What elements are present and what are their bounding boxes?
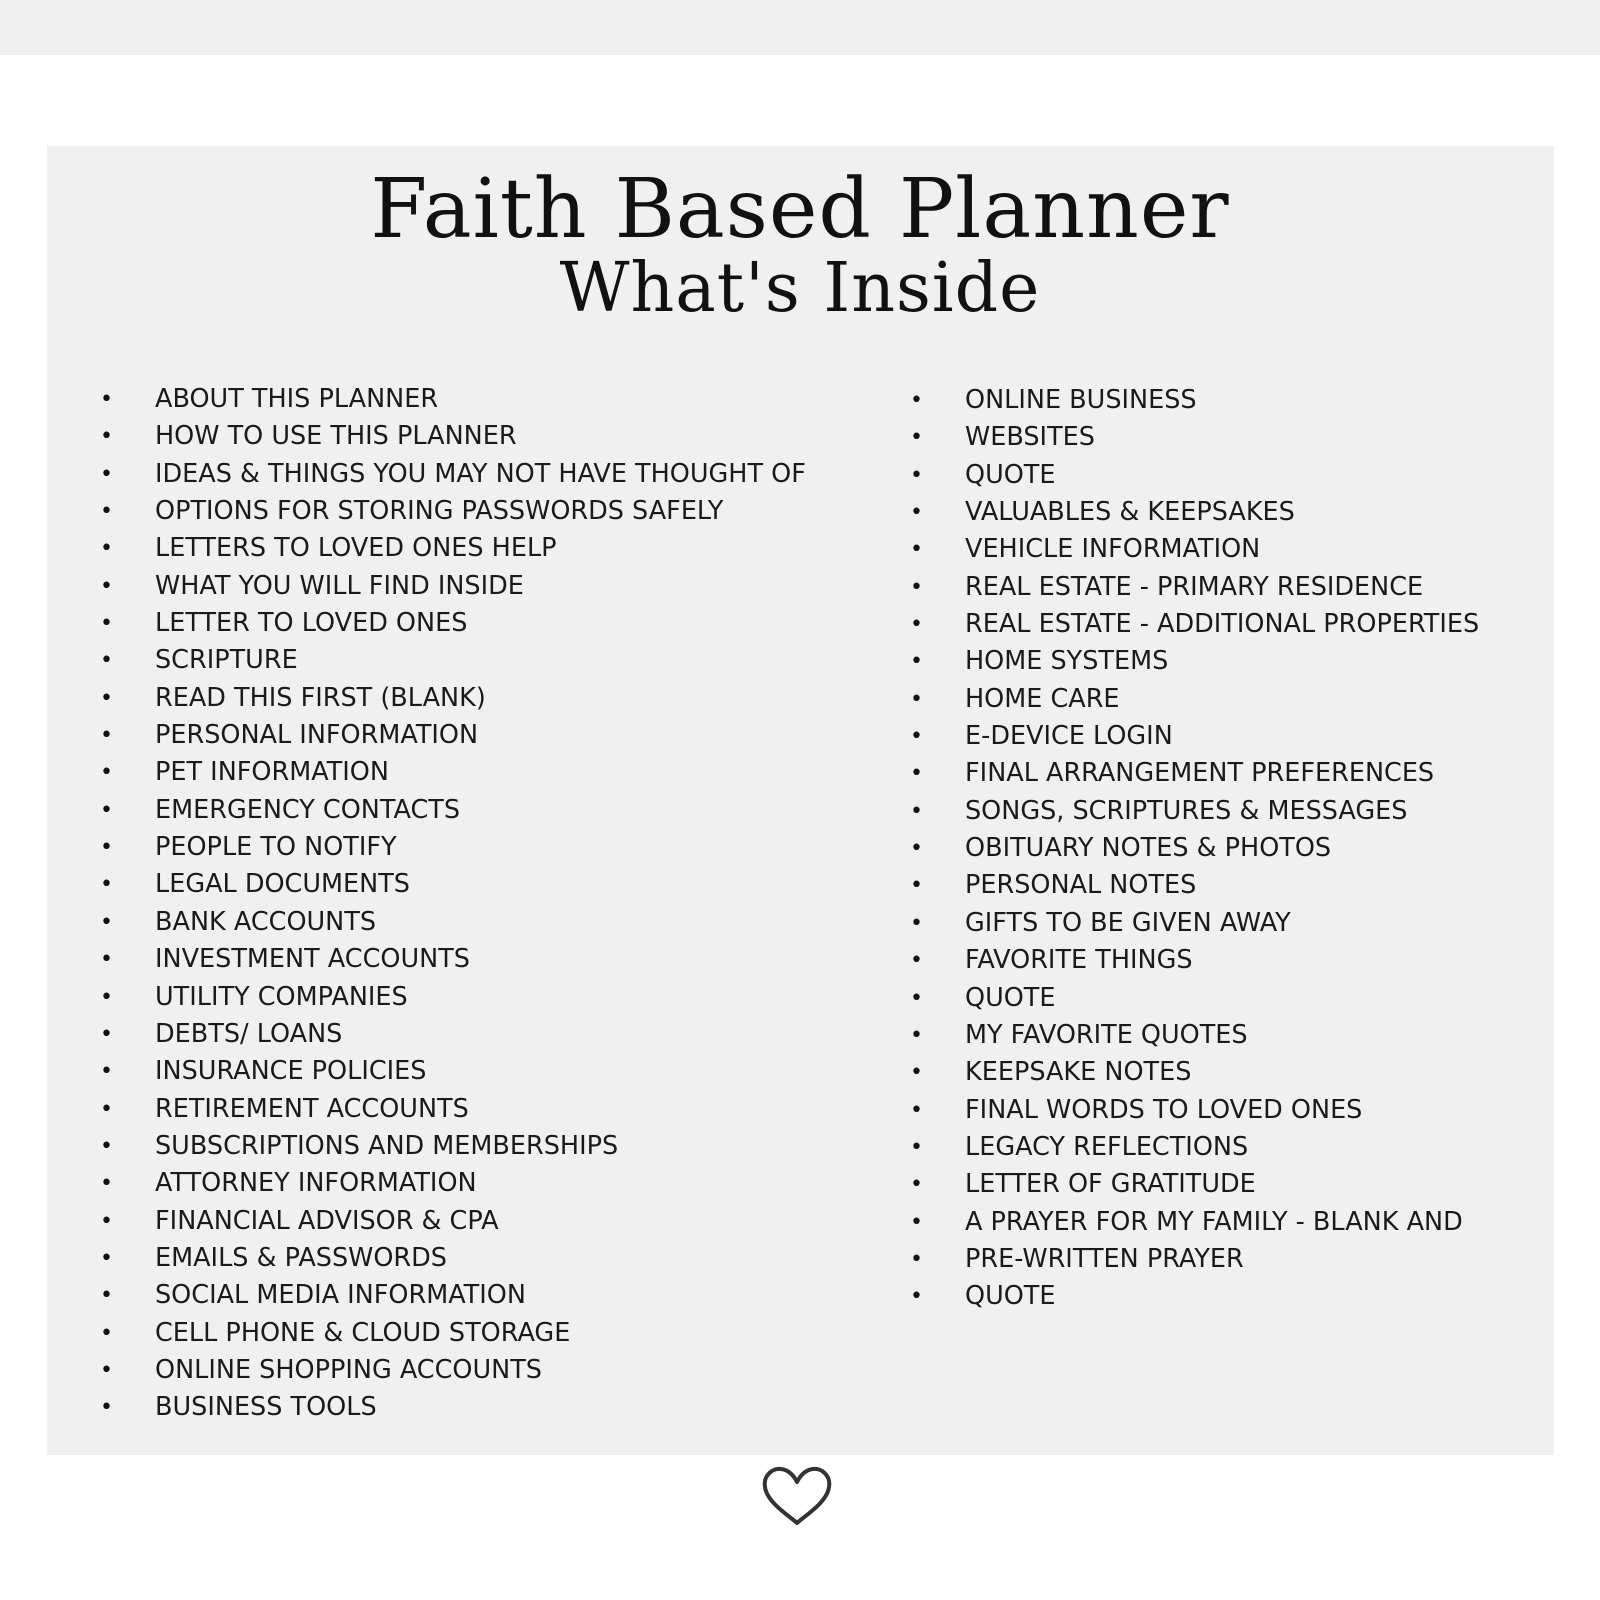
contents-list-item: [910, 419, 1550, 456]
bullet: •: [910, 761, 923, 787]
bullet: •: [910, 1246, 923, 1272]
bullet: •: [100, 909, 113, 935]
contents-list-item: [910, 755, 1550, 792]
contents-item-label: ONLINE BUSINESS: [965, 385, 1197, 415]
contents-item-label: BANK ACCOUNTS: [155, 906, 377, 937]
bullet: •: [100, 947, 113, 973]
contents-item-label: VEHICLE INFORMATION: [965, 534, 1261, 565]
contents-item-label: OBITUARY NOTES & PHOTOS: [965, 833, 1332, 864]
contents-list-item: [910, 1129, 1550, 1166]
contents-list-item: [100, 1389, 860, 1426]
bullet: •: [100, 685, 113, 711]
bullet: •: [910, 1134, 923, 1160]
bullet: •: [100, 1283, 113, 1309]
contents-item-label: EMERGENCY CONTACTS: [155, 794, 461, 825]
contents-list-item: [910, 606, 1550, 643]
heart-outline-path: [765, 1469, 830, 1523]
contents-list-item: [100, 792, 860, 829]
contents-item-label: WEBSITES: [965, 422, 1095, 453]
contents-list-item: [100, 1091, 860, 1128]
contents-list-item: [100, 904, 860, 941]
bullet: •: [910, 910, 923, 936]
bullet: •: [100, 1059, 113, 1085]
contents-list-item: [910, 1017, 1550, 1054]
contents-list-item: [100, 1315, 860, 1352]
contents-list-item: [910, 681, 1550, 718]
contents-item-label: PERSONAL INFORMATION: [155, 720, 479, 751]
bullet: •: [100, 1021, 113, 1047]
contents-item-label: BUSINESS TOOLS: [155, 1392, 377, 1423]
bullet: •: [910, 388, 923, 413]
contents-list-item: [910, 942, 1550, 979]
contents-list-item: [910, 569, 1550, 606]
contents-list-item: [100, 605, 860, 642]
bullet: •: [910, 1060, 923, 1086]
contents-item-label: ATTORNEY INFORMATION: [155, 1168, 477, 1199]
bullet: •: [910, 724, 923, 750]
contents-list-item: [100, 1352, 860, 1389]
contents-item-label: SONGS, SCRIPTURES & MESSAGES: [965, 795, 1408, 826]
contents-list-item: [100, 1203, 860, 1240]
contents-item-label: MY FAVORITE QUOTES: [965, 1019, 1248, 1050]
contents-item-label: VALUABLES & KEEPSAKES: [965, 497, 1295, 528]
contents-item-label: PEOPLE TO NOTIFY: [155, 832, 397, 863]
contents-item-label: PRE-WRITTEN PRAYER: [965, 1243, 1244, 1274]
contents-list-item: [910, 1054, 1550, 1091]
contents-list-item: [100, 866, 860, 903]
contents-item-label: LETTER TO LOVED ONES: [155, 608, 468, 639]
page-title: Faith Based Planner: [370, 162, 1230, 257]
contents-list-item: [100, 829, 860, 866]
bullet: •: [910, 500, 923, 526]
bullet: •: [910, 1022, 923, 1048]
bullet: •: [100, 1171, 113, 1197]
contents-list-item: [910, 867, 1550, 904]
bullet: •: [910, 798, 923, 824]
contents-list-item: [100, 381, 860, 418]
contents-item-label: PERSONAL NOTES: [965, 870, 1197, 901]
bullet: •: [100, 573, 113, 599]
bullet: •: [100, 499, 113, 525]
contents-list-item: [910, 494, 1550, 531]
contents-item-label: DEBTS/ LOANS: [155, 1018, 343, 1049]
bullet: •: [910, 649, 923, 675]
contents-item-label: SOCIAL MEDIA INFORMATION: [155, 1280, 526, 1311]
contents-list-item: [100, 1128, 860, 1165]
contents-item-label: QUOTE: [965, 459, 1056, 490]
contents-list-item: [910, 643, 1550, 680]
bullet: •: [100, 835, 113, 861]
contents-list-item: [100, 568, 860, 605]
contents-list-item: [910, 830, 1550, 867]
bullet: •: [100, 387, 113, 412]
contents-item-label: FINAL ARRANGEMENT PREFERENCES: [965, 758, 1435, 789]
contents-item-label: LETTER OF GRATITUDE: [965, 1169, 1256, 1200]
contents-list-item: [100, 979, 860, 1016]
contents-list-item: [100, 1016, 860, 1053]
bullet: •: [910, 425, 923, 451]
contents-list-item: [100, 754, 860, 791]
bullet: •: [910, 462, 923, 488]
bullet: •: [910, 686, 923, 712]
contents-item-label: HOW TO USE THIS PLANNER: [155, 421, 517, 452]
contents-item-label: SUBSCRIPTIONS AND MEMBERSHIPS: [155, 1130, 619, 1161]
bullet: •: [910, 537, 923, 563]
contents-item-label: LEGAL DOCUMENTS: [155, 869, 410, 900]
contents-list-item: [100, 1165, 860, 1202]
bullet: •: [100, 1357, 113, 1383]
contents-list-item: [910, 793, 1550, 830]
bullet: •: [100, 648, 113, 674]
contents-list-item: [910, 382, 1550, 419]
heart-outline-icon: [761, 1465, 833, 1527]
contents-item-label: REAL ESTATE - ADDITIONAL PROPERTIES: [965, 609, 1480, 640]
contents-item-label: KEEPSAKE NOTES: [965, 1057, 1192, 1088]
contents-list-item: [910, 457, 1550, 494]
contents-list-item: [100, 1240, 860, 1277]
bullet: •: [910, 612, 923, 638]
contents-list-item: [100, 456, 860, 493]
contents-item-label: ABOUT THIS PLANNER: [155, 384, 439, 414]
bullet: •: [100, 872, 113, 898]
contents-item-label: RETIREMENT ACCOUNTS: [155, 1093, 469, 1124]
bullet: •: [910, 985, 923, 1011]
contents-list-item: [910, 1092, 1550, 1129]
bullet: •: [100, 424, 113, 450]
contents-list-item: [100, 1053, 860, 1090]
bullet: •: [100, 536, 113, 562]
contents-item-label: UTILITY COMPANIES: [155, 981, 408, 1012]
contents-list-right: [910, 382, 1550, 1316]
bullet: •: [100, 1320, 113, 1346]
contents-list-item: [100, 642, 860, 679]
top-strip: [0, 0, 1600, 55]
bullet: •: [910, 1172, 923, 1198]
contents-item-label: CELL PHONE & CLOUD STORAGE: [155, 1317, 571, 1348]
bullet: •: [910, 1209, 923, 1235]
contents-item-label: FINAL WORDS TO LOVED ONES: [965, 1094, 1363, 1125]
contents-item-label: FINANCIAL ADVISOR & CPA: [155, 1205, 499, 1236]
bullet: •: [100, 760, 113, 786]
contents-item-label: E-DEVICE LOGIN: [965, 721, 1173, 752]
contents-item-label: A PRAYER FOR MY FAMILY - BLANK AND: [965, 1206, 1463, 1237]
contents-item-label: REAL ESTATE - PRIMARY RESIDENCE: [965, 571, 1424, 602]
contents-item-label: QUOTE: [965, 982, 1056, 1013]
contents-item-label: LEGACY REFLECTIONS: [965, 1131, 1249, 1162]
contents-item-label: INSURANCE POLICIES: [155, 1056, 427, 1087]
bullet: •: [100, 461, 113, 487]
bullet: •: [910, 574, 923, 600]
contents-list-item: [910, 531, 1550, 568]
contents-list-item: [100, 717, 860, 754]
bullet: •: [100, 1133, 113, 1159]
contents-item-label: HOME SYSTEMS: [965, 646, 1169, 677]
bullet: •: [100, 1245, 113, 1271]
contents-item-label: EMAILS & PASSWORDS: [155, 1242, 447, 1273]
contents-list-item: [910, 1241, 1550, 1278]
bullet: •: [910, 1284, 923, 1310]
contents-item-label: READ THIS FIRST (BLANK): [155, 682, 486, 713]
contents-list-item: [910, 980, 1550, 1017]
contents-list-item: [100, 680, 860, 717]
contents-item-label: GIFTS TO BE GIVEN AWAY: [965, 907, 1291, 938]
contents-list-item: [100, 1277, 860, 1314]
contents-list-item: [910, 905, 1550, 942]
contents-list-item: [100, 530, 860, 567]
contents-item-label: INVESTMENT ACCOUNTS: [155, 944, 470, 975]
bullet: •: [910, 873, 923, 899]
contents-list-item: [910, 1166, 1550, 1203]
contents-list-item: [100, 941, 860, 978]
bullet: •: [910, 1097, 923, 1123]
contents-item-label: LETTERS TO LOVED ONES HELP: [155, 533, 557, 564]
bullet: •: [100, 984, 113, 1010]
contents-list-item: [100, 493, 860, 530]
contents-list-item: [910, 1204, 1550, 1241]
bullet: •: [100, 797, 113, 823]
bullet: •: [100, 1208, 113, 1234]
contents-item-label: SCRIPTURE: [155, 645, 298, 676]
bullet: •: [100, 1395, 113, 1421]
bullet: •: [100, 611, 113, 637]
contents-item-label: HOME CARE: [965, 683, 1120, 714]
contents-item-label: ONLINE SHOPPING ACCOUNTS: [155, 1354, 542, 1385]
contents-list-item: [910, 718, 1550, 755]
contents-list-item: [910, 1278, 1550, 1315]
bullet: •: [100, 1096, 113, 1122]
contents-item-label: WHAT YOU WILL FIND INSIDE: [155, 570, 524, 601]
contents-item-label: OPTIONS FOR STORING PASSWORDS SAFELY: [155, 496, 724, 527]
contents-item-label: IDEAS & THINGS YOU MAY NOT HAVE THOUGHT OF: [155, 458, 806, 489]
bullet: •: [910, 836, 923, 862]
contents-item-label: PET INFORMATION: [155, 757, 389, 788]
contents-item-label: FAVORITE THINGS: [965, 945, 1193, 976]
contents-list-left: [100, 381, 860, 1427]
bullet: •: [910, 948, 923, 974]
page-subtitle: What's Inside: [559, 249, 1041, 328]
contents-list-item: [100, 418, 860, 455]
contents-item-label: QUOTE: [965, 1281, 1056, 1312]
bullet: •: [100, 723, 113, 749]
